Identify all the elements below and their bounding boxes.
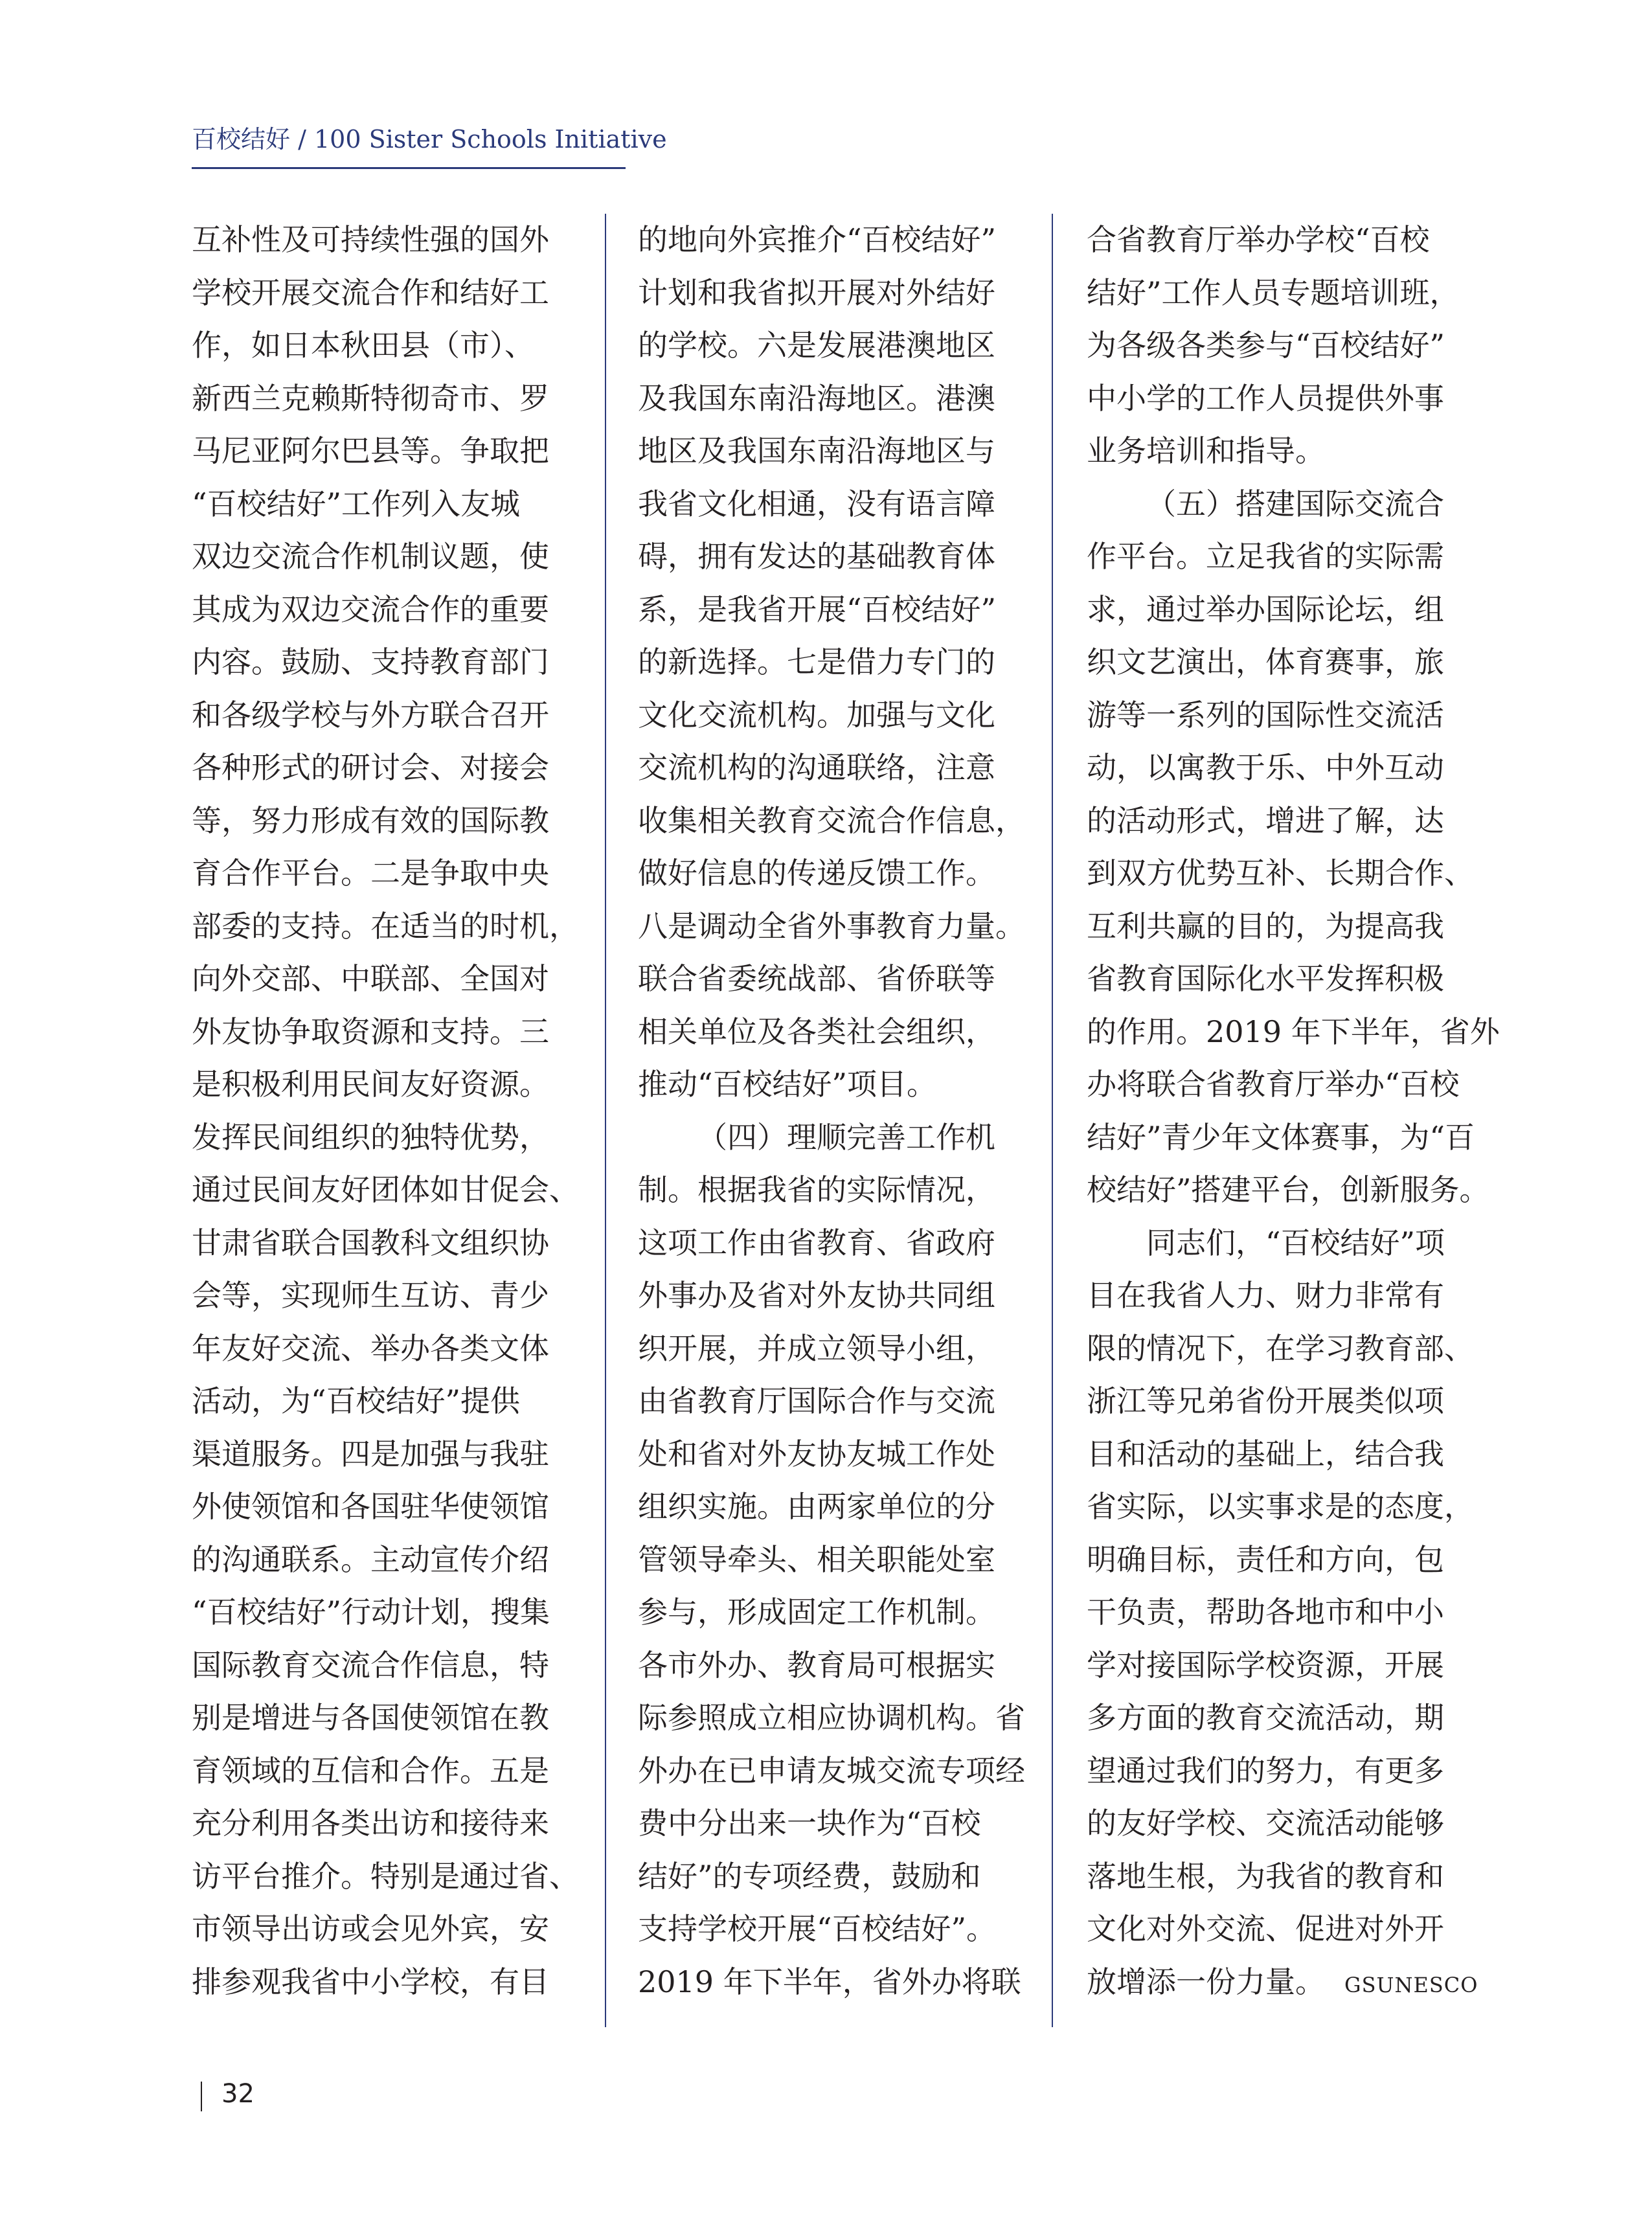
text-line-content: 省教育国际化水平发挥积极	[1087, 961, 1444, 996]
text-line-content: 组织实施。由两家单位的分	[638, 1489, 995, 1524]
text-line	[192, 1797, 567, 1850]
text-line	[1087, 584, 1462, 637]
text-line	[1087, 1534, 1462, 1587]
text-line	[1087, 1850, 1462, 1903]
text-line	[192, 1639, 567, 1692]
text-line	[192, 1956, 567, 2009]
text-line-content: 合省教育厅举办学校“百校	[1087, 222, 1430, 257]
text-line	[192, 1269, 567, 1323]
text-line	[1087, 530, 1462, 584]
text-line	[192, 742, 567, 795]
text-line	[1087, 1903, 1462, 1956]
text-line-content: 的地向外宾推介“百校结好”	[638, 222, 997, 257]
text-line-content: 作平台。立足我省的实际需	[1087, 539, 1444, 574]
text-line	[638, 1850, 1013, 1903]
text-line	[638, 319, 1013, 372]
text-line-content: 甘肃省联合国教科文组织协	[192, 1225, 549, 1260]
text-line	[1087, 319, 1462, 372]
text-line-content: 收集相关教育交流合作信息，	[638, 802, 1025, 838]
text-line	[192, 1217, 567, 1270]
text-line	[1087, 1269, 1462, 1323]
text-line	[638, 1692, 1025, 1745]
text-line-content: 参与，形成固定工作机制。	[638, 1595, 995, 1630]
text-line-content: 相关单位及各类社会组织，	[638, 1014, 995, 1049]
text-line	[638, 1903, 1013, 1956]
text-line-content: 同志们，“百校结好”项	[1146, 1225, 1445, 1260]
text-line-content: 到双方优势互补、长期合作、	[1087, 856, 1474, 891]
text-line-content: 办将联合省教育厅举办“百校	[1087, 1067, 1460, 1102]
text-line-content: 动，以寓教于乐、中外互动	[1087, 750, 1444, 785]
text-line	[192, 900, 579, 953]
text-line-content: 干负责，帮助各地市和中小	[1087, 1595, 1444, 1630]
text-line	[1087, 900, 1462, 953]
text-line-content: 通过民间友好团体如甘促会、	[192, 1172, 579, 1207]
text-line	[192, 847, 567, 900]
text-line-content: 省实际，以实事求是的态度，	[1087, 1489, 1474, 1524]
text-line	[638, 1797, 1013, 1850]
text-line	[638, 1639, 1013, 1692]
text-line	[192, 1850, 579, 1903]
text-line-content: 校结好”搭建平台，创新服务。	[1087, 1172, 1489, 1207]
text-line	[192, 689, 567, 742]
text-line-content: 文化对外交流、促进对外开	[1087, 1911, 1444, 1946]
text-line	[638, 1058, 1013, 1111]
text-line	[638, 1164, 1013, 1217]
text-line-content: 地区及我国东南沿海地区与	[638, 433, 995, 468]
text-line	[1087, 478, 1462, 531]
header-rule	[192, 167, 626, 169]
text-line-content: 业务培训和指导。	[1087, 433, 1325, 468]
text-line-content: 会等，实现师生互访、青少	[192, 1278, 549, 1313]
text-line	[638, 1481, 1013, 1534]
text-line-content: 落地生根，为我省的教育和	[1087, 1858, 1444, 1894]
text-line	[1087, 953, 1462, 1006]
text-line-content: （五）搭建国际交流合	[1146, 486, 1444, 521]
text-line-content: 外友协争取资源和支持。三	[192, 1014, 549, 1049]
text-line-content: 别是增进与各国使领馆在教	[192, 1700, 549, 1735]
text-line-content: 目和活动的基础上，结合我	[1087, 1436, 1444, 1471]
text-line-content: 各种形式的研讨会、对接会	[192, 750, 549, 785]
text-line-content: 望通过我们的努力，有更多	[1087, 1753, 1444, 1788]
text-line	[192, 953, 567, 1006]
text-line	[638, 742, 1013, 795]
text-line	[192, 425, 567, 478]
text-line-content: 文化交流机构。加强与文化	[638, 697, 995, 733]
text-line-content: 多方面的教育交流活动，期	[1087, 1700, 1444, 1735]
text-line	[638, 900, 1025, 953]
text-line	[1087, 1586, 1462, 1639]
text-line	[192, 267, 567, 320]
end-mark: GSUNESCO	[1344, 1972, 1478, 1997]
text-line-content: 向外交部、中联部、全国对	[192, 961, 549, 996]
text-line	[638, 267, 1013, 320]
text-line-content: 育领域的互信和合作。五是	[192, 1753, 549, 1788]
text-line-content: 结好”工作人员专题培训班，	[1087, 275, 1460, 310]
text-line	[638, 1956, 1021, 2009]
text-line-content: 织开展，并成立领导小组，	[638, 1330, 995, 1366]
text-line	[1087, 636, 1462, 689]
text-line-content: 制。根据我省的实际情况，	[638, 1172, 995, 1207]
text-line	[638, 689, 1013, 742]
text-line-content: 的活动形式，增进了解，达	[1087, 802, 1444, 838]
text-line-content: 年友好交流、举办各类文体	[192, 1330, 549, 1366]
text-line	[192, 1058, 567, 1111]
text-line-content: 育合作平台。二是争取中央	[192, 856, 549, 891]
text-line	[192, 530, 567, 584]
text-line	[638, 425, 1013, 478]
text-line	[1087, 742, 1462, 795]
text-line	[638, 1428, 1013, 1481]
text-line	[1087, 1428, 1462, 1481]
text-line-content: 外办在已申请友城交流专项经	[638, 1753, 1025, 1788]
text-line-content: 双边交流合作机制议题，使	[192, 539, 549, 574]
text-line-content: 中小学的工作人员提供外事	[1087, 380, 1444, 416]
text-column-1	[192, 214, 579, 2027]
text-line-content: 其成为双边交流合作的重要	[192, 591, 549, 627]
text-line	[1087, 1375, 1462, 1428]
text-line	[1087, 1058, 1462, 1111]
text-line	[638, 1745, 1025, 1798]
text-line-content: 部委的支持。在适当的时机，	[192, 908, 579, 944]
text-line	[638, 1323, 1013, 1376]
text-line-content: 的学校。六是发展港澳地区	[638, 328, 995, 363]
text-line	[638, 530, 1013, 584]
text-line-content: 我省文化相通，没有语言障	[638, 486, 995, 521]
page-number-tick	[201, 2082, 202, 2111]
text-line	[1087, 1217, 1462, 1270]
text-line-content: 费中分出来一块作为“百校	[638, 1806, 981, 1841]
text-line-content: 活动，为“百校结好”提供	[192, 1383, 521, 1418]
text-line	[1087, 1639, 1462, 1692]
text-line	[192, 1481, 567, 1534]
text-line	[638, 953, 1013, 1006]
text-line	[638, 1111, 1013, 1164]
column-divider-2	[1052, 214, 1053, 2027]
text-line	[638, 372, 1013, 426]
text-line-content: 际参照成立相应协调机构。省	[638, 1700, 1025, 1735]
text-line	[1087, 847, 1474, 900]
text-line-content: 等，努力形成有效的国际教	[192, 802, 549, 838]
text-line-content: 限的情况下，在学习教育部、	[1087, 1330, 1474, 1366]
text-line	[192, 1903, 567, 1956]
text-line-content: 访平台推介。特别是通过省、	[192, 1858, 579, 1894]
text-line-content: 作，如日本秋田县（市）、	[192, 328, 534, 363]
text-line-content: 浙江等兄弟省份开展类似项	[1087, 1383, 1444, 1418]
text-line-content: 结好”的专项经费，鼓励和	[638, 1858, 981, 1894]
text-line-content: 结好”青少年文体赛事，为“百	[1087, 1119, 1475, 1155]
text-line	[638, 1006, 1013, 1059]
text-line	[1087, 1323, 1474, 1376]
text-line	[638, 1375, 1013, 1428]
text-column-2	[638, 214, 1025, 2027]
text-line-content: “百校结好”工作列入友城	[192, 486, 521, 521]
running-header: 百校结好 / 100 Sister Schools Initiative	[192, 125, 667, 153]
column-divider-1	[605, 214, 606, 2027]
text-line-content: 新西兰克赖斯特彻奇市、罗	[192, 380, 549, 416]
text-line-content: 内容。鼓励、支持教育部门	[192, 644, 549, 679]
text-line-content: 外事办及省对外友协共同组	[638, 1278, 995, 1313]
text-line-content: 市领导出访或会见外宾，安	[192, 1911, 549, 1946]
text-line-content: 推动“百校结好”项目。	[638, 1067, 937, 1102]
text-line	[638, 1534, 1013, 1587]
text-line	[1087, 1692, 1462, 1745]
text-line-content: 这项工作由省教育、省政府	[638, 1225, 995, 1260]
text-line	[638, 478, 1013, 531]
text-line	[192, 1534, 567, 1587]
text-line	[1087, 425, 1462, 478]
text-line	[638, 584, 1013, 637]
text-line	[192, 636, 567, 689]
text-line-content: 织文艺演出，体育赛事，旅	[1087, 644, 1444, 679]
text-line	[638, 847, 1013, 900]
text-line	[1087, 1481, 1474, 1534]
text-line-content: 国际教育交流合作信息，特	[192, 1647, 549, 1683]
text-line	[192, 584, 567, 637]
text-line	[638, 1269, 1013, 1323]
text-line-content: 各市外办、教育局可根据实	[638, 1647, 995, 1683]
text-line-content: 的作用。2019 年下半年，省外	[1087, 1014, 1500, 1049]
text-line-content: （四）理顺完善工作机	[697, 1119, 995, 1155]
text-line-content: 的新选择。七是借力专门的	[638, 644, 995, 679]
text-line	[192, 319, 567, 372]
text-line	[1087, 689, 1462, 742]
text-line-content: 求，通过举办国际论坛，组	[1087, 591, 1444, 627]
text-line	[192, 1323, 567, 1376]
text-line	[192, 1428, 567, 1481]
text-line	[638, 795, 1025, 848]
text-line-content: 互利共赢的目的，为提高我	[1087, 908, 1444, 944]
text-line-content: 由省教育厅国际合作与交流	[638, 1383, 995, 1418]
text-line-content: 交流机构的沟通联络，注意	[638, 750, 995, 785]
text-line	[192, 372, 567, 426]
text-line-content: 马尼亚阿尔巴县等。争取把	[192, 433, 549, 468]
text-line-content: 做好信息的传递反馈工作。	[638, 856, 995, 891]
text-line	[192, 1586, 567, 1639]
text-line-content: 学校开展交流合作和结好工	[192, 275, 549, 310]
text-line	[1087, 372, 1462, 426]
text-line-content: 外使领馆和各国驻华使领馆	[192, 1489, 549, 1524]
text-line	[1087, 1164, 1489, 1217]
text-line-content: 放增添一份力量。	[1087, 1964, 1325, 1999]
text-line	[1087, 1111, 1475, 1164]
page-number: 32	[221, 2079, 255, 2109]
text-line-content: 排参观我省中小学校，有目	[192, 1964, 549, 1999]
text-line	[638, 214, 1013, 267]
text-line-content: 互补性及可持续性强的国外	[192, 222, 549, 257]
text-line-content: 计划和我省拟开展对外结好	[638, 275, 995, 310]
text-line-content: 充分利用各类出访和接待来	[192, 1806, 549, 1841]
text-line	[192, 795, 567, 848]
text-line-content: 目在我省人力、财力非常有	[1087, 1278, 1444, 1313]
text-line-content: 处和省对外友协友城工作处	[638, 1436, 995, 1471]
text-column-3	[1087, 214, 1500, 2027]
text-line-content: 学对接国际学校资源，开展	[1087, 1647, 1444, 1683]
text-line-content: 系，是我省开展“百校结好”	[638, 591, 997, 627]
text-line	[638, 1217, 1013, 1270]
text-line	[1087, 1797, 1462, 1850]
text-line	[192, 1375, 567, 1428]
text-line-content: 游等一系列的国际性交流活	[1087, 697, 1444, 733]
text-line-content: “百校结好”行动计划，搜集	[192, 1595, 550, 1630]
text-line	[638, 1586, 1013, 1639]
text-line	[1087, 795, 1462, 848]
text-line-content: 发挥民间组织的独特优势，	[192, 1119, 549, 1155]
text-line	[1087, 214, 1462, 267]
text-line	[192, 1692, 567, 1745]
text-line	[192, 1006, 567, 1059]
text-line-content: 明确目标，责任和方向，包	[1087, 1541, 1444, 1577]
text-line	[1087, 267, 1462, 320]
text-line-content: 渠道服务。四是加强与我驻	[192, 1436, 549, 1471]
text-line	[192, 1164, 579, 1217]
text-line-content: 联合省委统战部、省侨联等	[638, 961, 995, 996]
text-line-content: 是积极利用民间友好资源。	[192, 1067, 549, 1102]
text-line-content: 2019 年下半年，省外办将联	[638, 1964, 1021, 1999]
text-line-content: 管领导牵头、相关职能处室	[638, 1541, 995, 1577]
text-line-content: 及我国东南沿海地区。港澳	[638, 380, 995, 416]
text-line-content: 的沟通联系。主动宣传介绍	[192, 1541, 549, 1577]
text-line	[1087, 1956, 1478, 2009]
text-line	[192, 478, 567, 531]
text-line-content: 支持学校开展“百校结好”。	[638, 1911, 997, 1946]
text-line	[192, 1111, 567, 1164]
text-line	[1087, 1006, 1500, 1059]
text-line-content: 和各级学校与外方联合召开	[192, 697, 549, 733]
text-line	[1087, 1745, 1462, 1798]
text-line-content: 的友好学校、交流活动能够	[1087, 1806, 1444, 1841]
text-line	[192, 214, 567, 267]
text-line-content: 八是调动全省外事教育力量。	[638, 908, 1025, 944]
text-line	[192, 1745, 567, 1798]
text-line-content: 碍，拥有发达的基础教育体	[638, 539, 995, 574]
text-line	[638, 636, 1013, 689]
text-line-content: 为各级各类参与“百校结好”	[1087, 328, 1445, 363]
